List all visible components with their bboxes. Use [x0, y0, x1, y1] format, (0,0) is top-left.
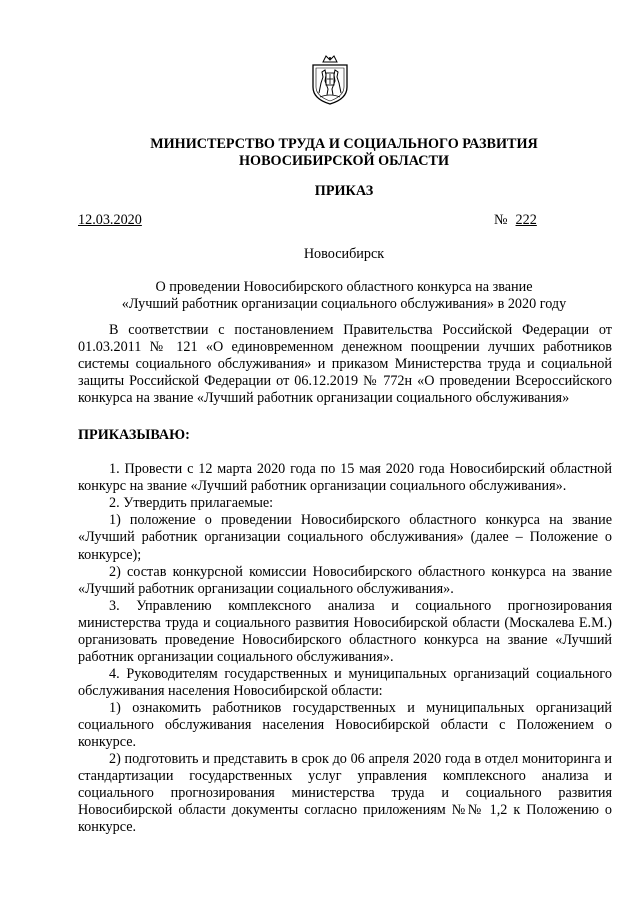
ministry-title: [60, 136, 628, 170]
item-1-paragraph: 1. Провести с 12 марта 2020 года по 15 мая 2020 года Новосибирский областной конкурс на звание «Лучший работник организации социального обслуживания».: [78, 461, 612, 495]
preamble-paragraph: В соответствии с постановлением Правительства Российской Федерации от 01.03.2011 № 121 «О единовременном денежном поощрении лучших работников системы социального обслуживания» и приказом Министерства труда и социальной защиты Российской Федерации от 06.12.2019 № 772н «О проведении Всероссийского конкурса на звание «Лучший работник организации социального обслуживания»: [78, 322, 612, 407]
document-date: 12.03.2020: [78, 212, 142, 228]
document-body: [78, 322, 612, 836]
subject-line2: «Лучший работник организации социального обслуживания» в 2020 году: [121, 296, 567, 312]
document-subject: [60, 279, 628, 313]
item-3-paragraph: 3. Управлению комплексного анализа и социального прогнозирования министерства труда и социального развития Новосибирской области (Москалева Е.М.) организовать проведение Новосибирского областного конкурса на звание «Лучший работник организации социального обслуживания».: [78, 597, 612, 665]
item-4-paragraph: 4. Руководителям государственных и муниципальных организаций социального обслуживания населения Новосибирской области:: [78, 665, 612, 699]
number-label: №: [494, 212, 508, 228]
item-4-1-paragraph: 1) ознакомить работников государственных и муниципальных организаций социального обслуживания населения Новосибирской области с Положением о конкурсе.: [78, 699, 612, 751]
subject-line1: О проведении Новосибирского областного конкурса на звание: [155, 279, 533, 295]
document-type: ПРИКАЗ: [314, 183, 374, 199]
item-2-2-paragraph: 2) состав конкурсной комиссии Новосибирского областного конкурса на звание «Лучший работник организации социального обслуживания».: [78, 563, 612, 597]
ministry-title-line2: НОВОСИБИРСКОЙ ОБЛАСТИ: [239, 153, 449, 169]
document-city: Новосибирск: [303, 246, 385, 262]
item-2-paragraph: 2. Утвердить прилагаемые:: [109, 495, 274, 512]
order-word: ПРИКАЗЫВАЮ:: [78, 427, 190, 444]
document-number: [494, 212, 537, 229]
coat-of-arms-icon: [309, 53, 351, 107]
item-2-1-paragraph: 1) положение о проведении Новосибирского областного конкурса на звание «Лучший работник организации социального обслуживания» (далее – Положение о конкурсе);: [78, 512, 612, 563]
item-4-2-paragraph: 2) подготовить и представить в срок до 06 апреля 2020 года в отдел мониторинга и стандартизации государственных услуг управления комплексного анализа и социального прогнозирования министерства труда и социального развития Новосибирской области документы согласно приложениям №№ 1,2 к Положению о конкурсе.: [78, 751, 612, 836]
ministry-title-line1: МИНИСТЕРСТВО ТРУДА И СОЦИАЛЬНОГО РАЗВИТИЯ: [150, 136, 538, 152]
number-value: 222: [515, 212, 537, 228]
